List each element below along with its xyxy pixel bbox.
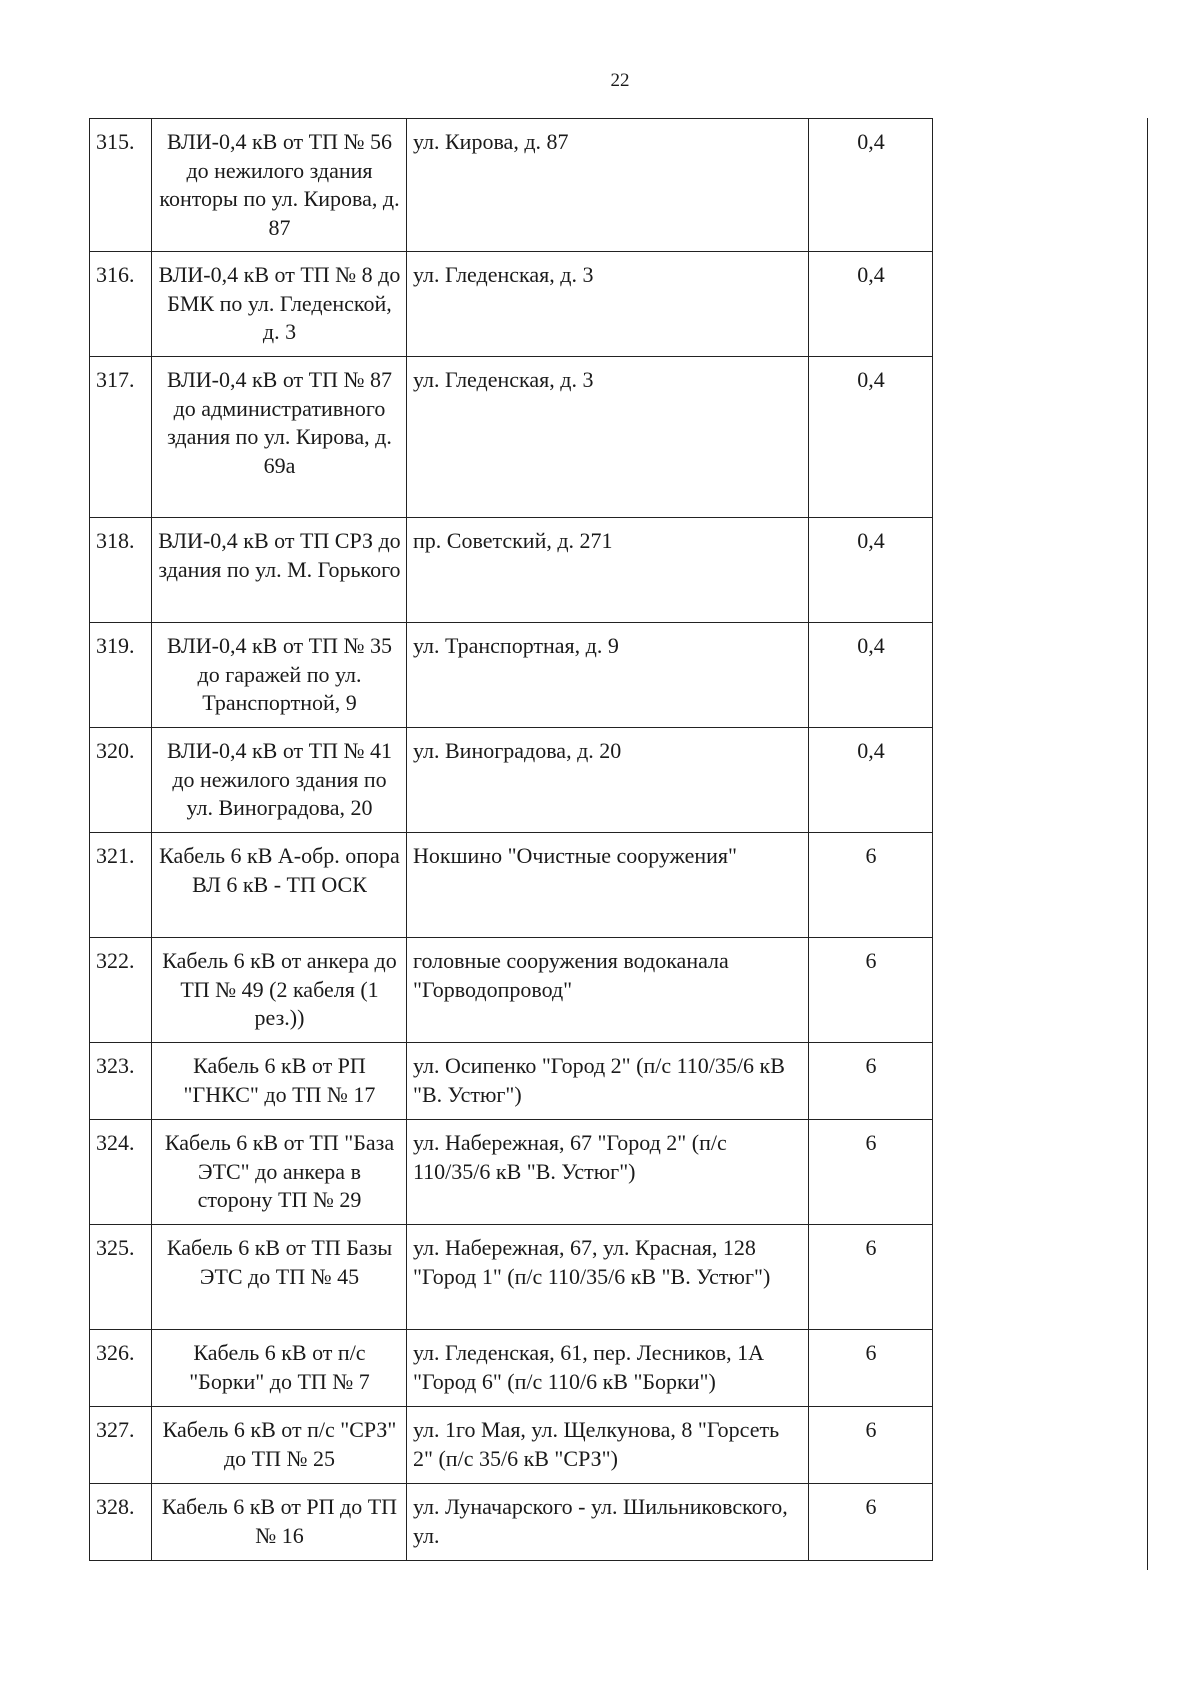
page-margin-line — [1147, 118, 1148, 1570]
object-address: ул. 1го Мая, ул. Щелкунова, 8 "Горсеть 2" (п/с 35/6 кВ "СРЗ") — [407, 1407, 809, 1484]
row-number: 318. — [90, 518, 152, 623]
table-row — [90, 1484, 933, 1561]
row-number: 319. — [90, 623, 152, 728]
voltage-value: 6 — [809, 1225, 933, 1330]
voltage-value: 6 — [809, 1120, 933, 1225]
object-address: ул. Виноградова, д. 20 — [407, 728, 809, 833]
row-number: 324. — [90, 1120, 152, 1225]
object-address: ул. Набережная, 67 "Город 2" (п/с 110/35/6 кВ "В. Устюг") — [407, 1120, 809, 1225]
object-name: ВЛИ-0,4 кВ от ТП № 87 до административного здания по ул. Кирова, д. 69а — [152, 357, 407, 518]
object-address: ул. Луначарского - ул. Шильниковского, ул. — [407, 1484, 809, 1561]
object-address: ул. Набережная, 67, ул. Красная, 128 "Город 1" (п/с 110/35/6 кВ "В. Устюг") — [407, 1225, 809, 1330]
table-row — [90, 1120, 933, 1225]
row-number: 326. — [90, 1330, 152, 1407]
object-name: Кабель 6 кВ от п/с "Борки" до ТП № 7 — [152, 1330, 407, 1407]
object-name: ВЛИ-0,4 кВ от ТП № 8 до БМК по ул. Гледенской, д. 3 — [152, 252, 407, 357]
row-number: 327. — [90, 1407, 152, 1484]
page-number: 22 — [610, 70, 630, 91]
object-address: ул. Кирова, д. 87 — [407, 119, 809, 252]
registry-table — [89, 118, 933, 1561]
object-name: Кабель 6 кВ А-обр. опора ВЛ 6 кВ - ТП ОСК — [152, 833, 407, 938]
object-address: пр. Советский, д. 271 — [407, 518, 809, 623]
row-number: 320. — [90, 728, 152, 833]
table-row — [90, 518, 933, 623]
object-name: ВЛИ-0,4 кВ от ТП СРЗ до здания по ул. М. Горького — [152, 518, 407, 623]
object-address: ул. Транспортная, д. 9 — [407, 623, 809, 728]
object-name: Кабель 6 кВ от п/с "СРЗ" до ТП № 25 — [152, 1407, 407, 1484]
object-address: ул. Осипенко "Город 2" (п/с 110/35/6 кВ "В. Устюг") — [407, 1043, 809, 1120]
object-name: Кабель 6 кВ от ТП Базы ЭТС до ТП № 45 — [152, 1225, 407, 1330]
table-row — [90, 1225, 933, 1330]
object-name: ВЛИ-0,4 кВ от ТП № 41 до нежилого здания по ул. Виноградова, 20 — [152, 728, 407, 833]
object-address: ул. Гледенская, д. 3 — [407, 357, 809, 518]
row-number: 315. — [90, 119, 152, 252]
voltage-value: 6 — [809, 1407, 933, 1484]
voltage-value: 6 — [809, 1330, 933, 1407]
table-row — [90, 833, 933, 938]
voltage-value: 6 — [809, 1043, 933, 1120]
voltage-value: 0,4 — [809, 518, 933, 623]
row-number: 316. — [90, 252, 152, 357]
table-row — [90, 357, 933, 518]
object-name: ВЛИ-0,4 кВ от ТП № 56 до нежилого здания конторы по ул. Кирова, д. 87 — [152, 119, 407, 252]
row-number: 328. — [90, 1484, 152, 1561]
table-row — [90, 1043, 933, 1120]
object-address: головные сооружения водоканала "Горводопровод" — [407, 938, 809, 1043]
table-row — [90, 119, 933, 252]
object-address: Нокшино "Очистные сооружения" — [407, 833, 809, 938]
table-row — [90, 1330, 933, 1407]
object-name: Кабель 6 кВ от анкера до ТП № 49 (2 кабеля (1 рез.)) — [152, 938, 407, 1043]
object-name: Кабель 6 кВ от РП "ГНКС" до ТП № 17 — [152, 1043, 407, 1120]
row-number: 317. — [90, 357, 152, 518]
table-row — [90, 728, 933, 833]
voltage-value: 0,4 — [809, 623, 933, 728]
row-number: 321. — [90, 833, 152, 938]
voltage-value: 0,4 — [809, 357, 933, 518]
object-address: ул. Гледенская, 61, пер. Лесников, 1А "Город 6" (п/с 110/6 кВ "Борки") — [407, 1330, 809, 1407]
object-name: Кабель 6 кВ от РП до ТП № 16 — [152, 1484, 407, 1561]
table-row — [90, 623, 933, 728]
voltage-value: 6 — [809, 833, 933, 938]
row-number: 322. — [90, 938, 152, 1043]
voltage-value: 0,4 — [809, 119, 933, 252]
row-number: 325. — [90, 1225, 152, 1330]
object-name: ВЛИ-0,4 кВ от ТП № 35 до гаражей по ул. Транспортной, 9 — [152, 623, 407, 728]
voltage-value: 0,4 — [809, 252, 933, 357]
object-name: Кабель 6 кВ от ТП "База ЭТС" до анкера в сторону ТП № 29 — [152, 1120, 407, 1225]
table-row — [90, 252, 933, 357]
voltage-value: 6 — [809, 938, 933, 1043]
object-address: ул. Гледенская, д. 3 — [407, 252, 809, 357]
row-number: 323. — [90, 1043, 152, 1120]
voltage-value: 0,4 — [809, 728, 933, 833]
voltage-value: 6 — [809, 1484, 933, 1561]
table-row — [90, 938, 933, 1043]
table-row — [90, 1407, 933, 1484]
